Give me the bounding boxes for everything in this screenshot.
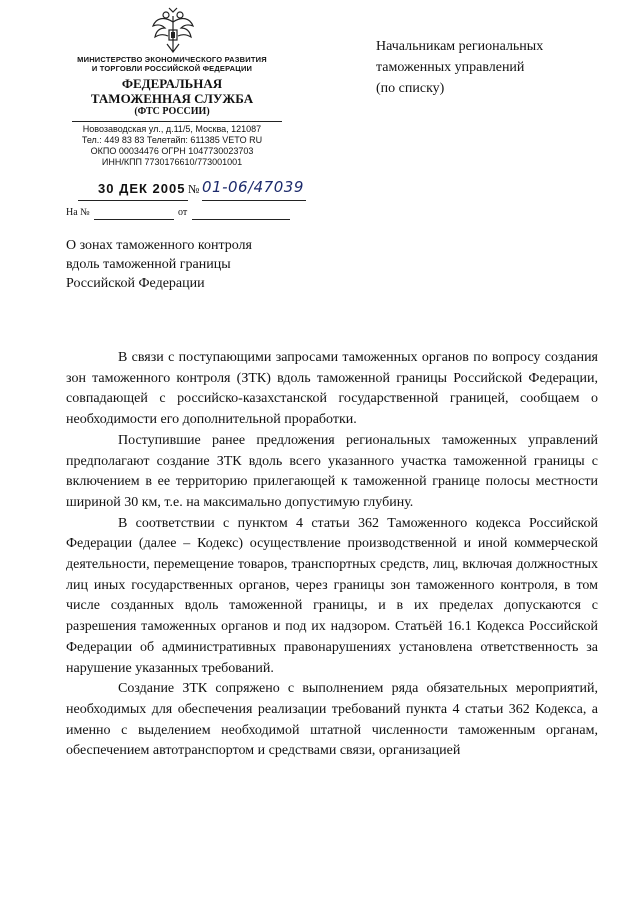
registration-number: 01-06/47039 [202, 178, 304, 196]
date-stamp: 30 ДЕК 2005 [98, 181, 186, 196]
sender-address [66, 124, 278, 168]
letter-body [66, 348, 598, 762]
service-line-1: ФЕДЕРАЛЬНАЯ [121, 76, 223, 91]
double-headed-eagle-icon [150, 6, 196, 56]
service-name [66, 76, 278, 106]
ref-no-label: На № [66, 207, 90, 218]
subject-line-3: Российской Федерации [66, 276, 205, 291]
address-line-3: ОКПО 00034476 ОГРН 1047730023703 [90, 146, 254, 156]
addressee-line-3: (по списку) [376, 81, 445, 96]
number-sign: № [188, 182, 200, 196]
ref-from-underline [192, 219, 290, 220]
body-paragraph-2: Поступившие ранее предложения региональных таможенных управлений предполагают создание ЗТК вдоль всего указанного участка таможенной границы с включением в ее территорию прилегающей к таможенной границе полосы местности шириной 30 км, т.е. на максимально допустимую глубину. [66, 432, 598, 510]
ref-from-label: от [178, 207, 188, 218]
addressee-block [376, 36, 596, 99]
ministry-name [66, 55, 278, 73]
address-line-1: Новозаводская ул., д.11/5, Москва, 121087 [82, 124, 262, 134]
letter-subject [66, 236, 326, 293]
date-underline [78, 200, 188, 201]
body-paragraph-3: В соответствии с пунктом 4 статьи 362 Таможенного кодекса Российской Федерации (далее – Кодекс) осуществление производственной и иной коммерческой деятельности, перемещение товаров, транспортных средств, лиц, включая должностных лиц иных государственных органов, через границы зон таможенного контроля, в том числе созданных вдоль таможенной границы, и в их пределах допускаются с разрешения таможенных органов и под их надзором. Статьёй 16.1 Кодекса Российской Федерации об административных правонарушениях установлена ответственность за нарушение указанных требований. [66, 515, 598, 676]
address-line-2: Тел.: 449 83 83 Телетайп: 611385 VETO RU [81, 135, 263, 145]
address-line-4: ИНН/КПП 7730176610/773001001 [101, 157, 243, 167]
header-divider [72, 121, 282, 122]
body-paragraph-4: Создание ЗТК сопряжено с выполнением ряда обязательных мероприятий, необходимых для обеспечения реализации требований пункта 4 статьи 362 Кодекса, а именно с выделением необходимой штатной численности таможенным органам, обеспечением автотранспортом и средствами связи, организацией [66, 681, 598, 759]
service-line-2: ТАМОЖЕННАЯ СЛУЖБА [90, 91, 254, 106]
registration-block [78, 178, 308, 201]
service-short-name: (ФТС РОССИИ) [134, 106, 210, 117]
addressee-line-2: таможенных управлений [376, 60, 525, 75]
ministry-line-2: И ТОРГОВЛИ РОССИЙСКОЙ ФЕДЕРАЦИИ [91, 64, 253, 73]
subject-line-2: вдоль таможенной границы [66, 257, 231, 272]
addressee-line-1: Начальникам региональных [376, 39, 544, 54]
number-underline [202, 200, 306, 201]
subject-line-1: О зонах таможенного контроля [66, 238, 252, 253]
ref-no-underline [94, 219, 174, 220]
body-paragraph-1: В связи с поступающими запросами таможенных органов по вопросу создания зон таможенного контроля (ЗТК) вдоль таможенной границы Российской Федерации, совпадающей с российско-казахстанской государственной границей, сообщаем о необходимости его дополнительной проработки. [66, 350, 598, 428]
ministry-line-1: МИНИСТЕРСТВО ЭКОНОМИЧЕСКОГО РАЗВИТИЯ [77, 55, 267, 64]
